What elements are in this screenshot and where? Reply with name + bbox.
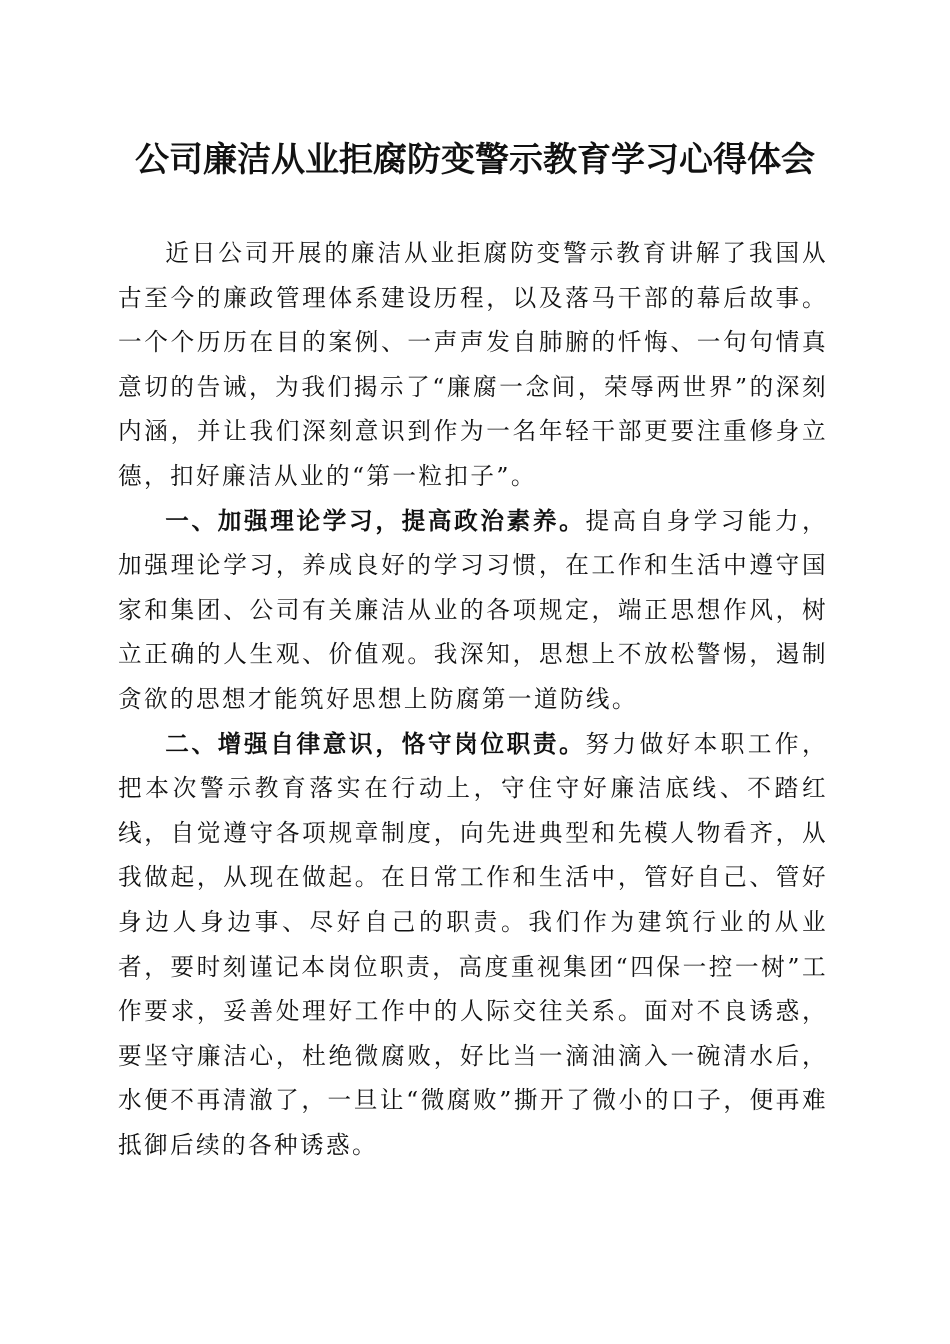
paragraph-section-2 bbox=[118, 722, 828, 1168]
section-heading: 一、加强理论学习，提高政治素养。 bbox=[165, 506, 586, 535]
paragraph-text: 提高自身学习能力，加强理论学习，养成良好的学习习惯，在工作和生活中遵守国家和集团、公司有关廉洁从业的各项规定，端正思想作风，树立正确的人生观、价值观。我深知，思想上不放松警惕，遏制贪欲的思想才能筑好思想上防腐第一道防线。 bbox=[118, 506, 828, 713]
paragraph-section-1 bbox=[118, 499, 828, 722]
document-title: 公司廉洁从业拒腐防变警示教育学习心得体会 bbox=[135, 140, 815, 180]
paragraph-text: 努力做好本职工作，把本次警示教育落实在行动上，守住守好廉洁底线、不踏红线，自觉遵守各项规章制度，向先进典型和先模人物看齐，从我做起，从现在做起。在日常工作和生活中，管好自己、管好身边人身边事、尽好自己的职责。我们作为建筑行业的从业者，要时刻谨记本岗位职责，高度重视集团“四保一控一树”工作要求，妥善处理好工作中的人际交往关系。面对不良诱惑，要坚守廉洁心，杜绝微腐败，好比当一滴油滴入一碗清水后，水便不再清澈了，一旦让“微腐败”撕开了微小的口子，便再难抵御后续的各种诱惑。 bbox=[118, 729, 828, 1159]
document-body bbox=[118, 231, 828, 1167]
paragraph-text: 近日公司开展的廉洁从业拒腐防变警示教育讲解了我国从古至今的廉政管理体系建设历程，以及落马干部的幕后故事。一个个历历在目的案例、一声声发自肺腑的忏悔、一句句情真意切的告诫，为我们揭示了“廉腐一念间，荣辱两世界”的深刻内涵，并让我们深刻意识到作为一名年轻干部更要注重修身立德，扣好廉洁从业的“第一粒扣子”。 bbox=[118, 239, 828, 490]
paragraph-intro bbox=[118, 231, 828, 499]
section-heading: 二、增强自律意识，恪守岗位职责。 bbox=[165, 729, 586, 758]
